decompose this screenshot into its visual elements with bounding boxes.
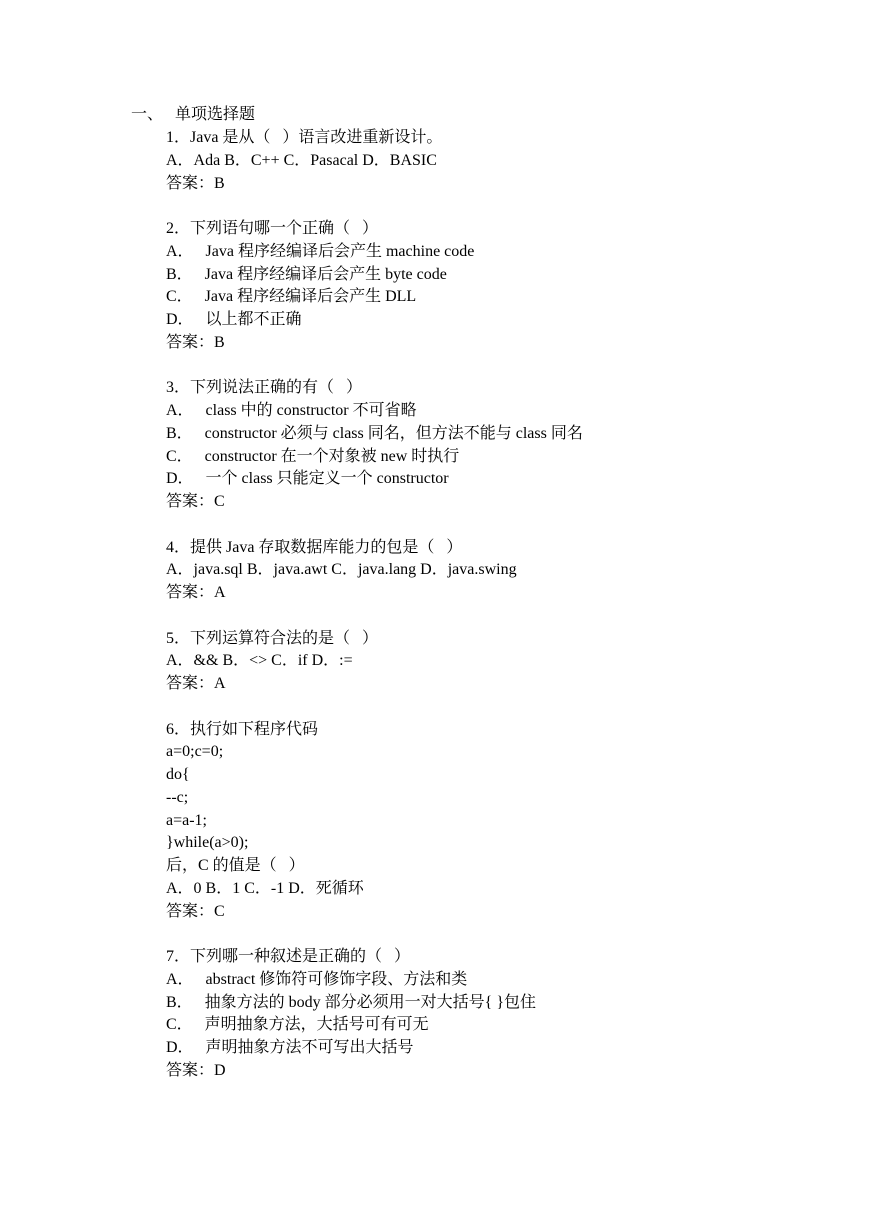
- question-block: [166, 218, 846, 355]
- option-line: do{: [166, 766, 190, 783]
- section-title: 单项选择题: [175, 106, 256, 123]
- question-list: [166, 127, 846, 1083]
- section-number: 一、: [131, 106, 164, 123]
- option-line: 后，C 的值是（ ）: [166, 857, 305, 874]
- option-line: C． Java 程序经编译后会产生 DLL: [166, 288, 417, 306]
- question-spacer: [166, 514, 846, 537]
- question-stem: 3．下列说法正确的有（ ）: [166, 379, 363, 397]
- option-line: A． Java 程序经编译后会产生 machine code: [166, 242, 475, 260]
- answer-line: 答案：A: [166, 675, 226, 692]
- question-block: [166, 377, 846, 514]
- option-line: a=a-1;: [166, 811, 207, 829]
- question-stem: 2．下列语句哪一个正确（ ）: [166, 220, 379, 237]
- option-line: D． 一个 class 只能定义一个 constructor: [166, 470, 449, 488]
- question-stem: 1．Java 是从（ ）语言改进重新设计。: [166, 129, 443, 146]
- question-spacer: [166, 923, 846, 946]
- question-block: [166, 946, 846, 1083]
- question-spacer: [166, 696, 846, 719]
- option-line: A．Ada B．C++ C．Pasacal D．BASIC: [166, 151, 437, 169]
- option-line: a=0;c=0;: [166, 743, 224, 761]
- answer-line: 答案：D: [166, 1061, 226, 1079]
- question-block: [166, 628, 846, 696]
- answer-line: 答案：B: [166, 333, 225, 351]
- question-stem: 6．执行如下程序代码: [166, 720, 319, 738]
- option-line: C． 声明抽象方法，大括号可有可无: [166, 1016, 429, 1034]
- answer-line: 答案：C: [166, 902, 225, 920]
- option-line: D． 声明抽象方法不可写出大括号: [166, 1039, 414, 1056]
- option-line: A． abstract 修饰符可修饰字段、方法和类: [166, 970, 468, 988]
- question-stem: 4．提供 Java 存取数据库能力的包是（ ）: [166, 538, 463, 556]
- option-line: B． Java 程序经编译后会产生 byte code: [166, 265, 447, 283]
- option-line: --c;: [166, 788, 189, 806]
- question-block: [166, 537, 846, 605]
- option-line: C． constructor 在一个对象被 new 时执行: [166, 447, 460, 465]
- section-heading: [131, 104, 255, 126]
- option-line: B． 抽象方法的 body 部分必须用一对大括号{ }包住: [166, 993, 537, 1011]
- question-stem: 5．下列运算符合法的是（ ）: [166, 629, 379, 647]
- answer-line: 答案：A: [166, 584, 226, 601]
- option-line: A． class 中的 constructor 不可省略: [166, 402, 417, 419]
- answer-line: 答案：C: [166, 493, 225, 510]
- option-line: }while(a>0);: [166, 834, 249, 852]
- option-line: A．&& B．<> C．if D．:=: [166, 652, 353, 670]
- option-line: A．java.sql B．java.awt C．java.lang D．java.swing: [166, 561, 517, 579]
- question-spacer: [166, 605, 846, 628]
- question-spacer: [166, 195, 846, 218]
- answer-line: 答案：B: [166, 174, 225, 192]
- option-line: D． 以上都不正确: [166, 311, 302, 328]
- question-block: [166, 127, 846, 195]
- question-spacer: [166, 355, 846, 378]
- question-stem: 7．下列哪一种叙述是正确的（ ）: [166, 948, 411, 965]
- question-block: [166, 719, 846, 924]
- option-line: A．0 B．1 C．-1 D．死循环: [166, 879, 364, 897]
- option-line: B． constructor 必须与 class 同名，但方法不能与 class 同名: [166, 424, 583, 442]
